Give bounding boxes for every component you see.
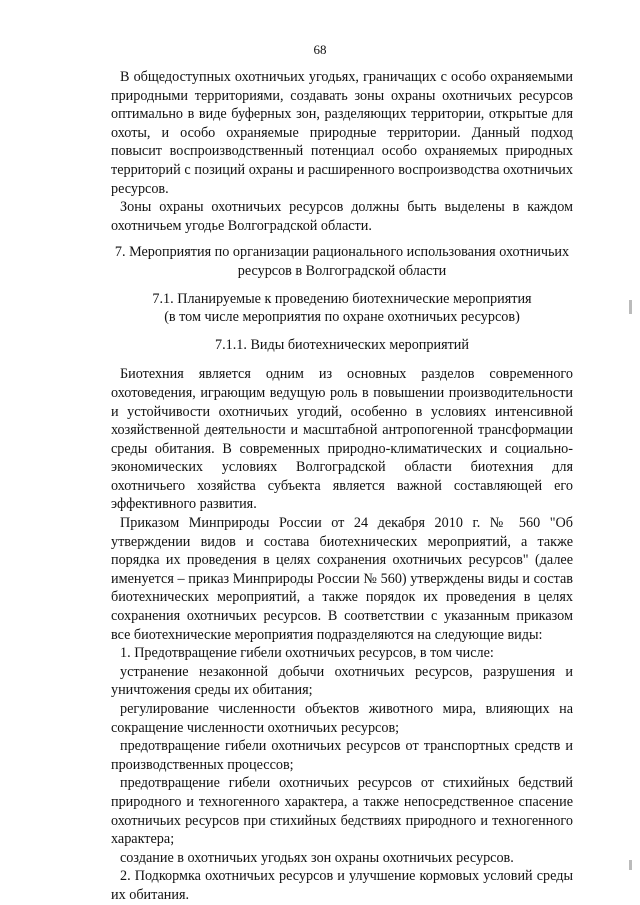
list-item-1: 1. Предотвращение гибели охотничьих ресурсов, в том числе:	[120, 645, 494, 662]
list-item-2: 2. Подкормка охотничьих ресурсов и улучшение кормовых условий среды их обитания.	[111, 868, 573, 903]
list-subitem-protection-zones: создание в охотничьих угодьях зон охраны охотничьих ресурсов.	[120, 849, 514, 866]
scan-edge-mark	[629, 300, 632, 314]
list-subitem-transport: предотвращение гибели охотничьих ресурсов от транспортных средств и производственных процессов;	[111, 738, 573, 773]
list-subitem-illegal-hunting: устранение незаконной добычи охотничьих ресурсов, разрушения и уничтожения среды их обитания;	[111, 663, 573, 699]
heading-section-7-1-1: 7.1.1. Виды биотехнических мероприятий	[215, 336, 469, 353]
paragraph-biotechnics: Биотехния является одним из основных разделов современного охотоведения, играющим ведущую роль в повышении производительности и устойчивости охотничьих угодий, особенно в условиях интенсивной хозяйственной деятельности и масштабной антропогенной трансформации среды обитания. В современных природно-климатических и социально-экономических условиях Волгоградской области биотехния для охотничьего хозяйства субъекта является важной составляющей его эффективного развития.	[111, 366, 573, 513]
paragraph-buffer-zones: В общедоступных охотничьих угодьях, граничащих с особо охраняемыми природными территориями, создавать зоны охраны охотничьих ресурсов оптимально в виде буферных зон, разделяющих территории, открытые для охоты, и особо охраняемые природные территории. Данный подход повысит воспроизводственный потенциал особо охраняемых природных территорий с позиций охраны и расширенного воспроизводства охотничьих ресурсов.	[111, 69, 573, 197]
paragraph-order-560: Приказом Минприроды России от 24 декабря 2010 г. № 560 "Об утверждении видов и состава биотехнических мероприятий, а также порядка их проведения в целях сохранения охотничьих ресурсов" (далее именуется – приказ Минприроды России № 560) утверждены виды и состав биотехнических мероприятий, а также порядок их проведения в целях сохранения охотничьих ресурсов. В соответствии с указанным приказом все биотехнические мероприятия подразделяются на следующие виды:	[111, 515, 573, 643]
paragraph-protection-zones: Зоны охраны охотничьих ресурсов должны быть выделены в каждом охотничьем угодье Волгоградской области.	[111, 199, 573, 234]
heading-section-7-1-line2: (в том числе мероприятия по охране охотничьих ресурсов)	[164, 309, 520, 326]
list-subitem-disasters: предотвращение гибели охотничьих ресурсов от стихийных бедствий природного и техногенного характера, а также непосредственное спасение охотничьих ресурсов при стихийных бедствиях природного и техногенного характера;	[111, 775, 573, 848]
page-number: 68	[313, 42, 327, 57]
list-subitem-population-regulation: регулирование численности объектов животного мира, влияющих на сокращение численности охотничьих ресурсов;	[111, 701, 573, 736]
document-body	[111, 68, 573, 905]
heading-section-7: 7. Мероприятия по организации рационального использования охотничьих ресурсов в Волгоградской области	[114, 244, 570, 279]
scan-edge-mark	[629, 860, 632, 870]
heading-section-7-1-line1: 7.1. Планируемые к проведению биотехнические мероприятия	[152, 290, 532, 307]
